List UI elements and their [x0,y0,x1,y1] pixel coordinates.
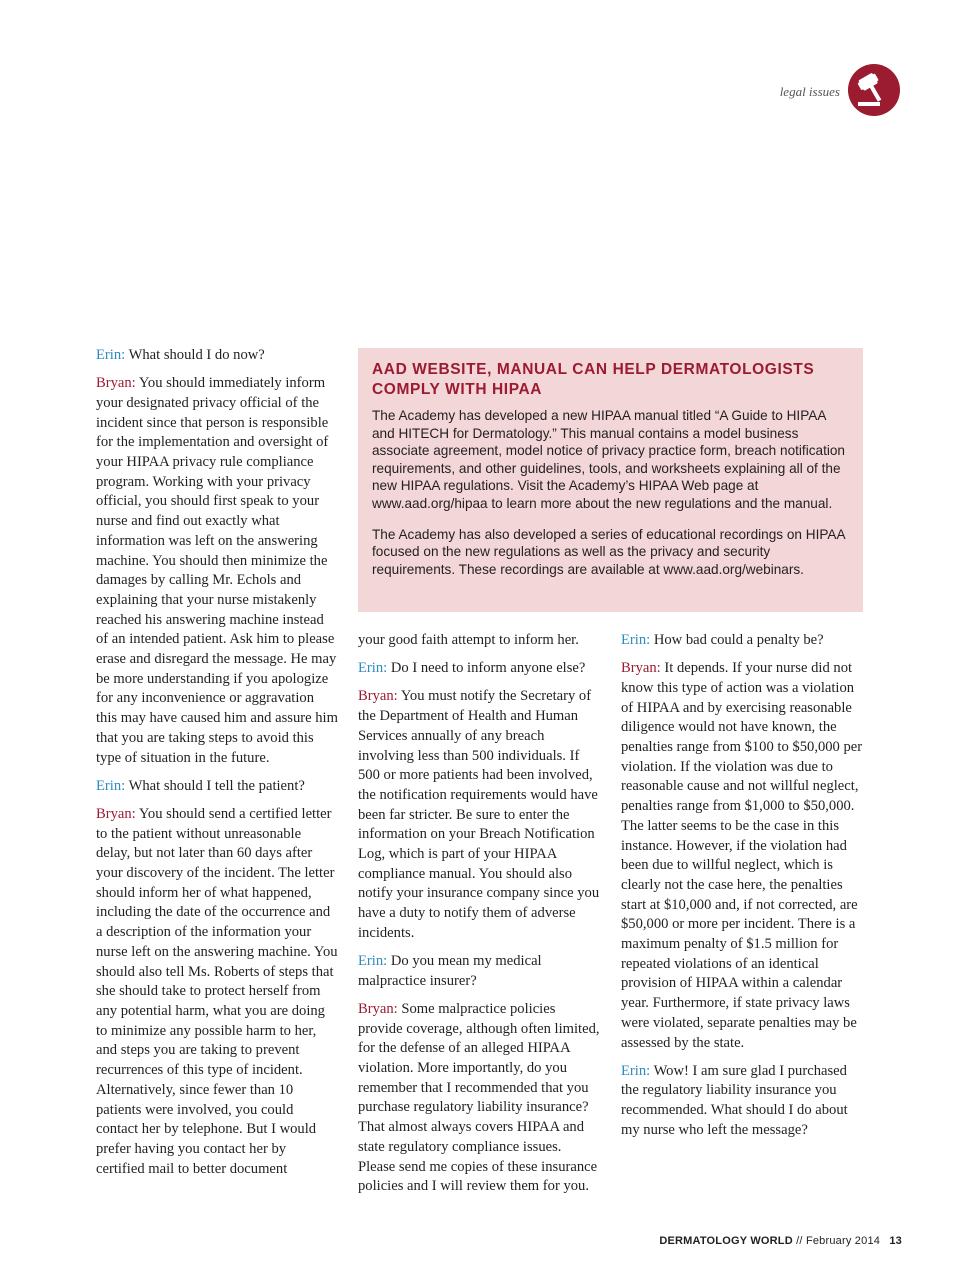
speaker-bryan: Bryan: [96,805,136,822]
article-column-2 [358,631,600,1205]
dialogue-paragraph: Bryan: You should send a certified letter to the patient without unreasonable delay, but not later than 60 days after your discovery of the incident. The letter should inform her of what happened, including the date of the occurrence and a description of the information your nurse left on the answering machine. You should also tell Ms. Roberts of steps that she should take to protect herself from any potential harm, what you are doing to minimize any possible harm to her, and steps you are taking to prevent recurrences of this type of incident. Alternatively, since fewer than 10 patients were involved, you could contact her by telephone. But I would prefer having you contact her by certified mail to better document [96,805,338,1177]
sidebar-title: AAD WEBSITE, MANUAL CAN HELP DERMATOLOGISTS COMPLY WITH HIPAA [372,361,815,398]
speaker-erin: Erin: [358,660,388,677]
speaker-bryan: Bryan: [96,375,136,392]
speaker-bryan: Bryan: [621,660,661,677]
speaker-erin: Erin: [358,953,388,970]
speaker-bryan: Bryan: [358,1000,398,1017]
dialogue-paragraph: Erin: Do you mean my medical malpractice insurer? [358,953,542,989]
sidebar-paragraph: The Academy has also developed a series of educational recordings on HIPAA focused on the new regulations as well as the privacy and security requirements. These recordings are available at www.aad.org/webinars. [372,526,845,577]
speaker-erin: Erin: [96,347,126,363]
dialogue-paragraph: Erin: Do I need to inform anyone else? [358,660,586,677]
section-label: legal issues [779,84,840,99]
speaker-bryan: Bryan: [358,688,398,705]
sidebar-paragraph: The Academy has developed a new HIPAA manual titled “A Guide to HIPAA and HITECH for Dermatology.” This manual contains a model business associate agreement, model notice of privacy practice form, breach notification requirements, and other guidelines, tools, and worksheets explaining all of the new HIPAA regulations. Visit the Academy’s HIPAA Web page at www.aad.org/hipaa to learn more about the new regulations and the manual. [372,408,845,511]
dialogue-paragraph: Bryan: Some malpractice policies provide coverage, although often limited, for the defense of an alleged HIPAA violation. More importantly, do you remember that I recommended that you purchase regulatory liability insurance? That almost always covers HIPAA and state regulatory compliance issues. Please send me copies of these insurance policies and I will review them for you. [358,1000,600,1195]
dialogue-paragraph: Erin: What should I tell the patient? [96,777,305,794]
dialogue-paragraph: Bryan: It depends. If your nurse did not know this type of action was a violation of HIPAA and by exercising reasonable diligence would not have known, the penalties range from $100 to $50,000 per violation. If the violation was due to reasonable cause and not willful neglect, penalties range from $1,000 to $50,000. The latter seems to be the case in this instance. However, if the violation had been due to willful neglect, which is clearly not the case here, the penalties start at $10,000 and, if not corrected, are $50,000 or more per incident. There is a maximum penalty of $1.5 million for repeated violations of an identical provision of HIPAA within a calendar year. Furthermore, if state privacy laws were violated, separate penalties may be assessed by the state. [621,660,863,1051]
article-column-1 [96,346,338,1188]
speaker-erin: Erin: [96,777,126,794]
dialogue-paragraph: your good faith attempt to inform her. [358,632,579,648]
page-footer [659,1235,902,1247]
dialogue-paragraph: Bryan: You must notify the Secretary of the Department of Health and Human Services annually of any breach involving less than 500 individuals. If 500 or more patients had been involved, the notification requirements would have been far stricter. Be sure to enter the information on your Breach Notification Log, which is part of your HIPAA compliance manual. You should also notify your insurance company since you have a duty to notify them of adverse incidents. [358,688,600,941]
speaker-erin: Erin: [621,632,651,648]
dialogue-paragraph: Erin: Wow! I am sure glad I purchased the regulatory liability insurance you recommended. What should I do about my nurse who left the message? [621,1062,848,1138]
hipaa-resources-sidebar [358,348,863,612]
publication-name: DERMATOLOGY WORLD [659,1235,793,1247]
issue-date: February 2014 [805,1235,881,1247]
footer-separator: // [796,1235,803,1247]
dialogue-paragraph: Erin: What should I do now? [96,347,265,363]
gavel-icon [848,64,900,116]
page-number: 13 [889,1235,902,1247]
dialogue-paragraph: Bryan: You should immediately inform your designated privacy official of the incident since that person is responsible for the implementation and oversight of your HIPAA privacy rule compliance program. Working with your privacy official, you should first speak to your nurse and find out exactly what information was left on the answering machine. You should then minimize the damages by calling Mr. Echols and explaining that your nurse mistakenly reached his answering machine instead of an intended patient. Ask him to please erase and disregard the message. He may be more understanding if you apologize for any inconvenience or aggravation this may have caused him and assure him that you are taking steps to avoid this type of situation in the future. [96,375,338,766]
dialogue-paragraph: Erin: How bad could a penalty be? [621,632,824,648]
article-column-3 [621,631,864,1149]
speaker-erin: Erin: [621,1062,651,1079]
